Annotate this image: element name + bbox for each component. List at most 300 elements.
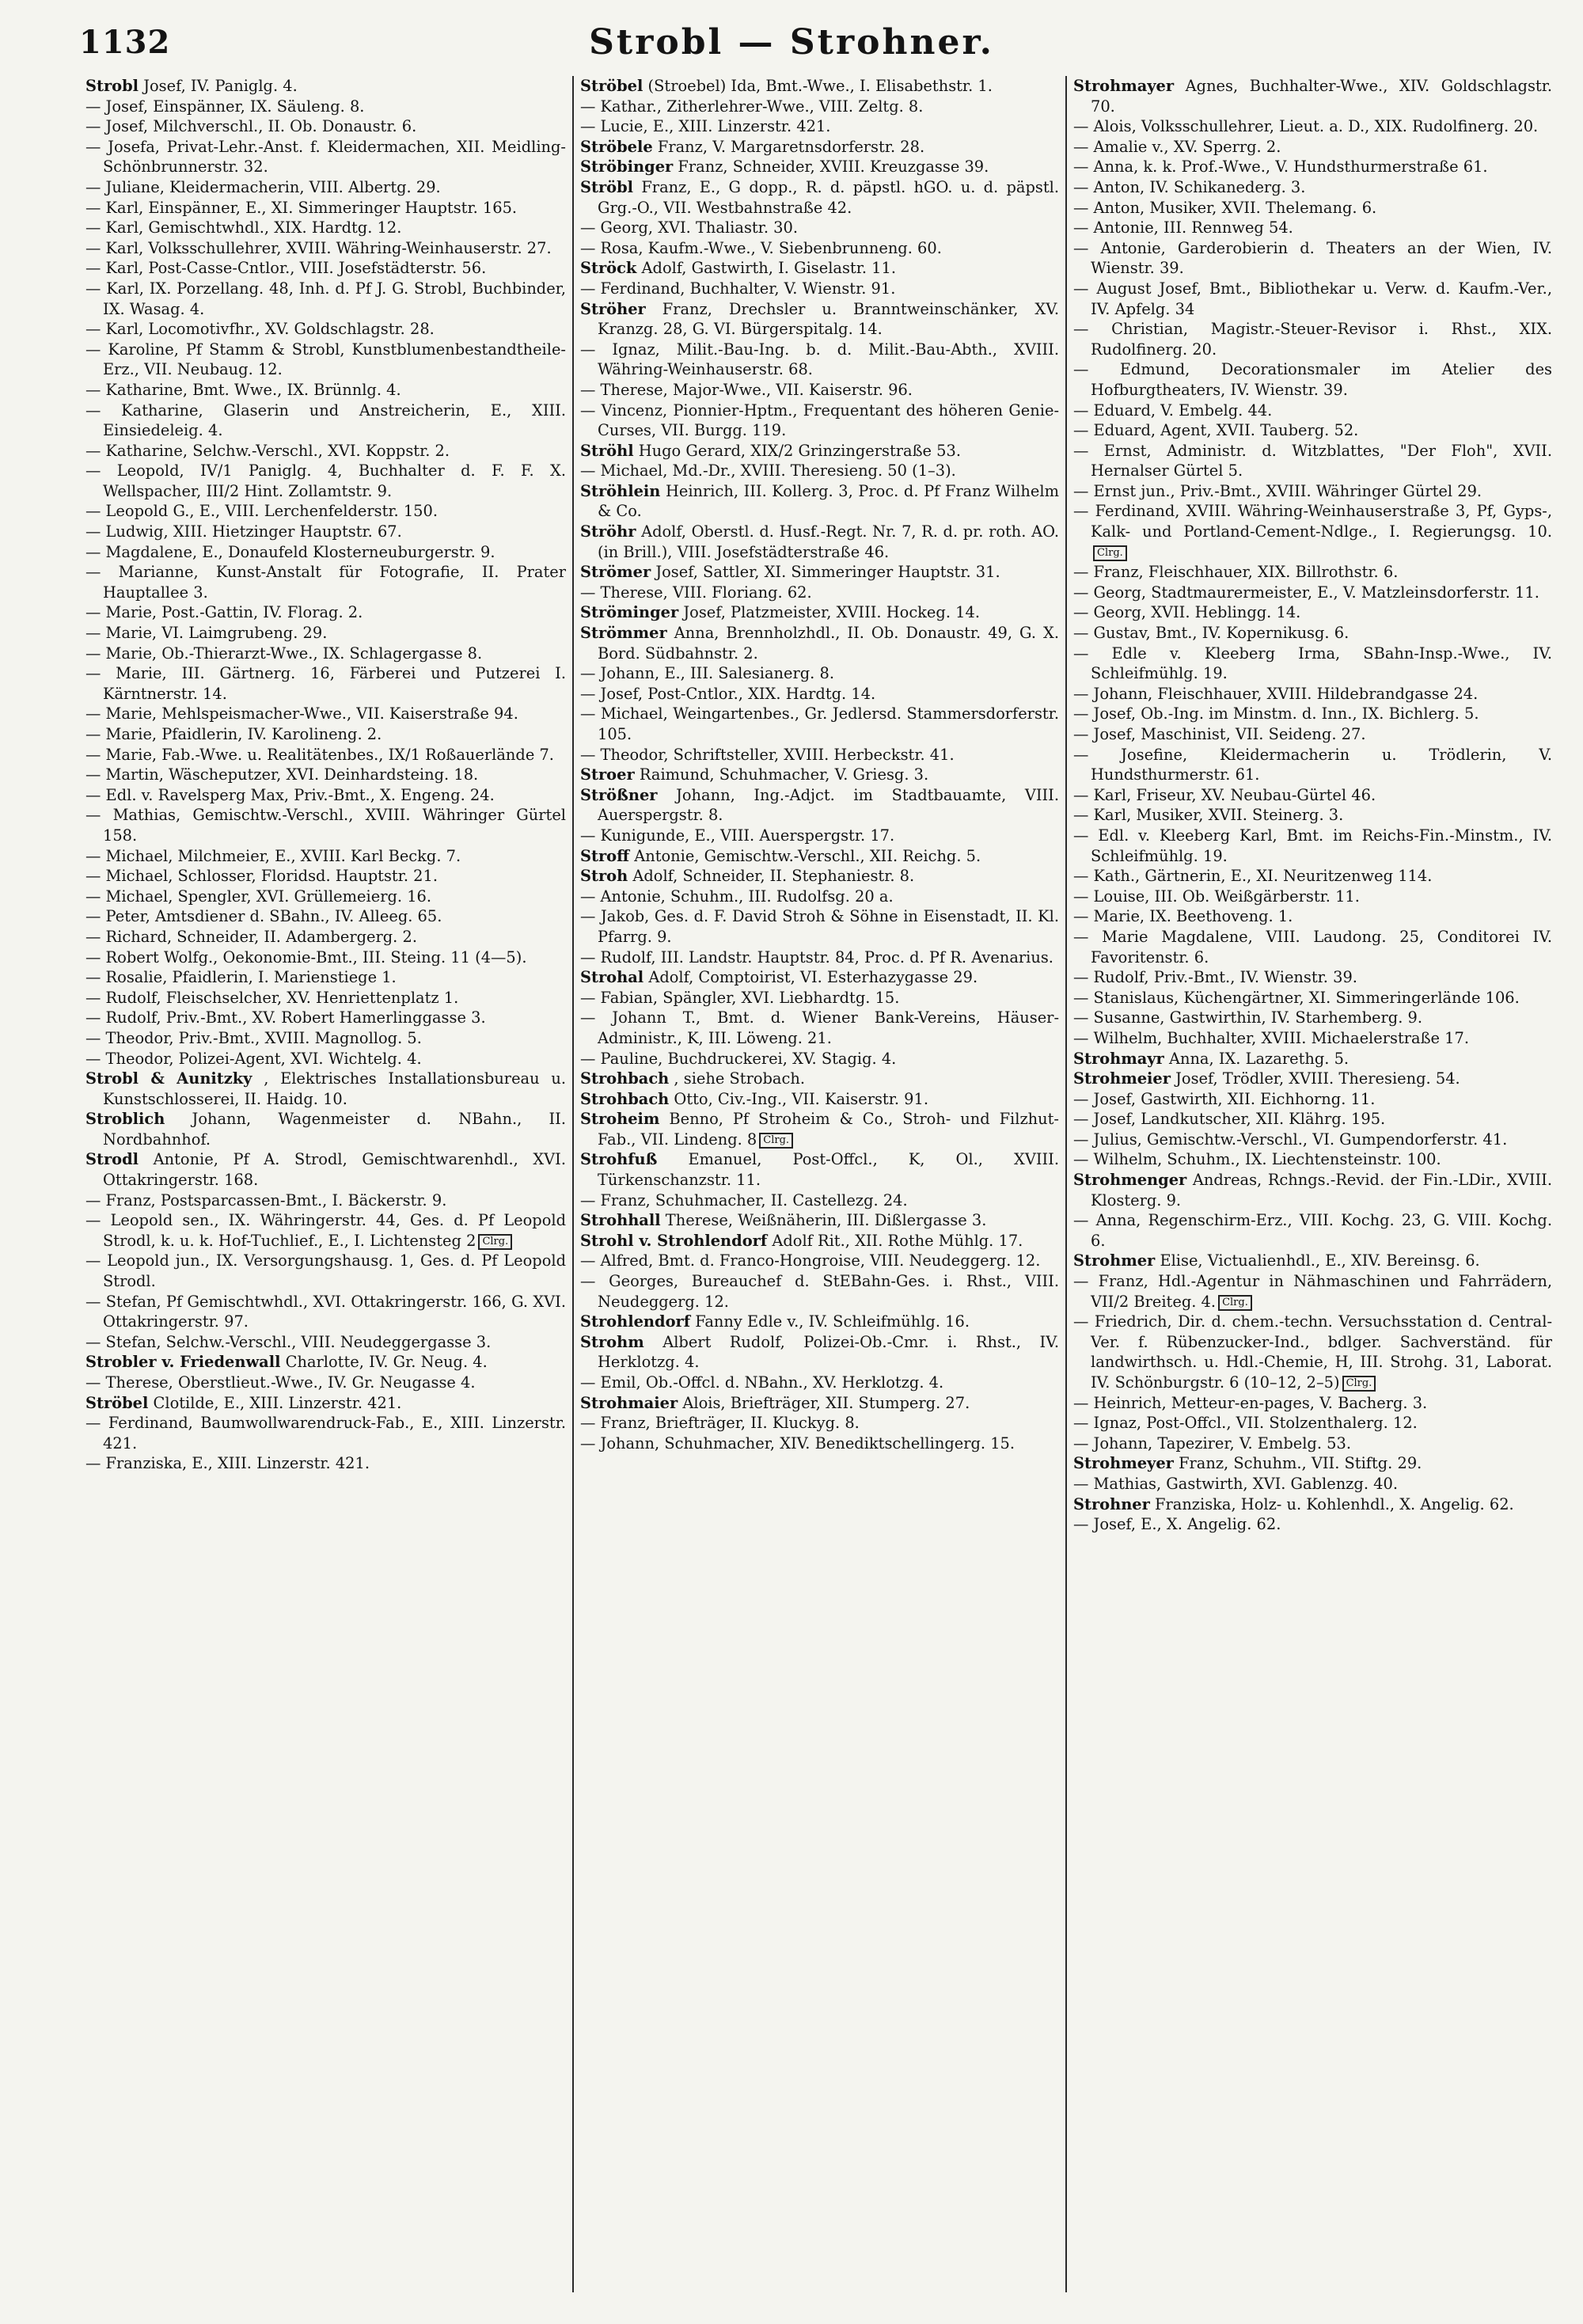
entry-text: Anna, IX. Lazarethg. 5. xyxy=(1168,1049,1350,1068)
entry-text: — Kathar., Zitherlehrer-Wwe., VIII. Zeltg. 8. xyxy=(580,97,924,116)
directory-entry xyxy=(580,785,1059,826)
directory-entry xyxy=(1073,177,1552,198)
entry-text: — Mathias, Gastwirth, XVI. Gablenzg. 40. xyxy=(1073,1474,1398,1493)
directory-entry xyxy=(580,562,1059,583)
entry-text: Adolf, Gastwirth, I. Giselastr. 11. xyxy=(641,259,897,278)
entry-text: — Michael, Spengler, XVI. Grüllemeierg. 16. xyxy=(85,887,432,906)
entry-surname: Ströminger xyxy=(580,603,679,622)
directory-entry xyxy=(580,583,1059,603)
column-left xyxy=(79,76,572,2292)
entry-text: — Julius, Gemischtw.-Verschl., VI. Gumpendorferstr. 41. xyxy=(1073,1130,1508,1149)
entry-text: — Leopold jun., IX. Versorgungshausg. 1, Ges. d. Pf Leopold Strodl. xyxy=(85,1251,566,1291)
entry-surname: Strobl xyxy=(85,77,139,95)
directory-entry xyxy=(580,1373,1059,1393)
directory-entry xyxy=(580,177,1059,218)
entry-text: Therese, Weißnäherin, III. Dißlergasse 3. xyxy=(665,1211,987,1230)
entry-surname: Strohm xyxy=(580,1332,644,1351)
entry-text: Franz, Schuhm., VII. Stiftg. 29. xyxy=(1179,1454,1422,1473)
entry-text: — Karl, Friseur, XV. Neubau-Gürtel 46. xyxy=(1073,785,1376,804)
directory-entry xyxy=(85,1069,566,1109)
directory-entry xyxy=(85,380,566,401)
directory-entry xyxy=(85,1210,566,1251)
entry-text: — Johann T., Bmt. d. Wiener Bank-Vereins, Häuser-Administr., K, III. Löweng. 21. xyxy=(580,1008,1059,1047)
directory-entry xyxy=(580,1332,1059,1373)
entry-text: — Ferdinand, Buchhalter, V. Wienstr. 91. xyxy=(580,279,896,298)
entry-text: — Edmund, Decorationsmaler im Atelier des Hofburgtheaters, IV. Wienstr. 39. xyxy=(1073,360,1552,399)
entry-text: — Fabian, Spängler, XVI. Liebhardtg. 15. xyxy=(580,988,900,1007)
directory-entry xyxy=(85,1453,566,1474)
directory-entry xyxy=(85,663,566,704)
entry-surname: Strohfuß xyxy=(580,1150,658,1169)
entry-text: — Ferdinand, Baumwollwarendruck-Fab., E., XIII. Linzerstr. 421. xyxy=(85,1414,566,1452)
entry-text: — Michael, Md.-Dr., XVIII. Theresieng. 50 (1–3). xyxy=(580,461,956,480)
directory-entry xyxy=(85,1352,566,1373)
entry-text: Heinrich, III. Kollerg. 3, Proc. d. Pf Franz Wilhelm & Co. xyxy=(598,481,1059,521)
column-right xyxy=(1065,76,1558,2292)
entry-text: Antonie, Gemischtw.-Verschl., XII. Reichg. 5. xyxy=(634,846,981,865)
page-header xyxy=(0,0,1583,73)
entry-text: — Michael, Milchmeier, E., XVIII. Karl Beckg. 7. xyxy=(85,846,461,865)
directory-entry xyxy=(580,461,1059,481)
entry-text: Antonie, Pf A. Strodl, Gemischtwarenhdl., XVI. Ottakringerstr. 168. xyxy=(103,1150,566,1190)
entry-surname: Strohmayer xyxy=(1073,77,1175,95)
directory-entry xyxy=(1073,967,1552,988)
directory-entry xyxy=(85,704,566,724)
entry-surname: Stroh xyxy=(580,867,628,886)
entry-text: Otto, Civ.-Ing., VII. Kaiserstr. 91. xyxy=(674,1089,929,1108)
directory-entry xyxy=(85,76,566,97)
directory-entry xyxy=(85,238,566,259)
entry-surname: Strohbach xyxy=(580,1069,670,1088)
entry-text: Johann, Ing.-Adjct. im Stadtbauamte, VIII. Auerspergstr. 8. xyxy=(598,785,1059,825)
entry-text: — Josef, E., X. Angelig. 62. xyxy=(1073,1515,1281,1534)
entry-text: Franz, V. Margaretnsdorferstr. 28. xyxy=(657,137,925,156)
entry-text: — Wilhelm, Schuhm., IX. Liechtensteinstr. 100. xyxy=(1073,1150,1441,1169)
directory-entry xyxy=(85,137,566,177)
entry-text: — Robert Wolfg., Oekonomie-Bmt., III. Steing. 11 (4—5). xyxy=(85,947,527,966)
entry-text: — Josefa, Privat-Lehr.-Anst. f. Kleidermachen, XII. Meidling-Schönbrunnerstr. 32. xyxy=(85,137,566,177)
directory-entry xyxy=(580,1393,1059,1414)
directory-entry xyxy=(85,522,566,542)
directory-entry xyxy=(580,522,1059,562)
entry-surname: Stroff xyxy=(580,846,630,865)
entry-text: — Rudolf, Priv.-Bmt., IV. Wienstr. 39. xyxy=(1073,968,1357,987)
directory-entry xyxy=(580,1312,1059,1332)
entry-text: — Edl. v. Kleeberg Karl, Bmt. im Reichs-Fin.-Minstm., IV. Schleifmühlg. 19. xyxy=(1073,826,1552,865)
entry-text: — Ernst, Administr. d. Witzblattes, "Der Floh", XVII. Hernalser Gürtel 5. xyxy=(1073,441,1552,480)
directory-entry xyxy=(85,724,566,745)
directory-entry xyxy=(85,1190,566,1211)
directory-entry xyxy=(580,846,1059,867)
entry-text: — Louise, III. Ob. Weißgärberstr. 11. xyxy=(1073,887,1360,906)
directory-entry xyxy=(1073,805,1552,826)
entry-surname: Ströbl xyxy=(580,177,634,196)
directory-entry xyxy=(580,1210,1059,1231)
entry-text: — Stefan, Selchw.-Verschl., VIII. Neudeggergasse 3. xyxy=(85,1332,492,1351)
entry-text: Elise, Victualienhdl., E., XIV. Bereinsg. 6. xyxy=(1160,1251,1480,1270)
entry-surname: Strohlendorf xyxy=(580,1312,691,1331)
entry-text: — Johann, Schuhmacher, XIV. Benediktschellingerg. 15. xyxy=(580,1434,1015,1452)
directory-entry xyxy=(85,887,566,907)
entry-text: — Wilhelm, Buchhalter, XVIII. Michaelerstraße 17. xyxy=(1073,1028,1469,1047)
directory-entry xyxy=(580,663,1059,684)
entry-surname: Strohmeier xyxy=(1073,1069,1171,1088)
entry-text: — Marie, Ob.-Thierarzt-Wwe., IX. Schlagergasse 8. xyxy=(85,644,483,663)
directory-entry xyxy=(85,644,566,664)
entry-text: — Ludwig, XIII. Hietzinger Hauptstr. 67. xyxy=(85,522,402,541)
entry-text: — Rudolf, Priv.-Bmt., XV. Robert Hamerlinggasse 3. xyxy=(85,1008,486,1027)
directory-entry xyxy=(1073,583,1552,603)
entry-text: — Leopold sen., IX. Währingerstr. 44, Ges. d. Pf Leopold Strodl, k. u. k. Hof-Tuchlief., E., I. Lichtensteg 2 xyxy=(85,1211,566,1250)
entry-surname: Strohner xyxy=(1073,1494,1150,1513)
entry-text: — Gustav, Bmt., IV. Kopernikusg. 6. xyxy=(1073,624,1350,643)
directory-entry xyxy=(85,805,566,845)
directory-entry xyxy=(85,501,566,522)
entry-text: — Leopold, IV/1 Paniglg. 4, Buchhalter d. F. F. X. Wellspacher, III/2 Hint. Zollamtstr. 9. xyxy=(85,461,566,500)
directory-entry xyxy=(1073,1170,1552,1210)
entry-surname: Strohhall xyxy=(580,1211,661,1230)
directory-entry xyxy=(85,1251,566,1291)
directory-entry xyxy=(1073,745,1552,785)
entry-text: — Therese, Oberstlieut.-Wwe., IV. Gr. Neugasse 4. xyxy=(85,1373,476,1392)
entry-text: — Marie Magdalene, VIII. Laudong. 25, Conditorei IV. Favoritenstr. 6. xyxy=(1073,927,1552,966)
directory-entry xyxy=(85,401,566,441)
entry-text: — Karoline, Pf Stamm & Strobl, Kunstblumenbestandtheile-Erz., VII. Neubaug. 12. xyxy=(85,340,566,379)
directory-entry xyxy=(1073,1008,1552,1028)
entry-text: Albert Rudolf, Polizei-Ob.-Cmr. i. Rhst., IV. Herklotzg. 4. xyxy=(598,1332,1059,1372)
entry-text: — Friedrich, Dir. d. chem.-techn. Versuchsstation d. Central-Ver. f. Rübenzucker-Ind., bdlger. Sachverständ. für landwirthsch. u. Hdl.-Chemie, H, III. Strohg. 31, Laborat. IV. Schönburgstr. 6 (10–12, 2–5) xyxy=(1073,1312,1552,1392)
entry-text: — Therese, Major-Wwe., VII. Kaiserstr. 96. xyxy=(580,380,913,399)
directory-entry xyxy=(580,1413,1059,1434)
entry-text: Adolf Rit., XII. Rothe Mühlg. 17. xyxy=(772,1231,1023,1250)
entry-text: — Karl, Einspänner, E., XI. Simmeringer Hauptstr. 165. xyxy=(85,198,518,217)
entry-text: — Marie, IX. Beethoveng. 1. xyxy=(1073,907,1293,926)
directory-entry xyxy=(1073,1494,1552,1515)
directory-entry xyxy=(85,218,566,238)
directory-entry xyxy=(85,745,566,765)
entry-text: — Katharine, Glaserin und Anstreicherin, E., XIII. Einsiedeleig. 4. xyxy=(85,401,566,440)
entry-surname: Ströbel xyxy=(580,77,643,95)
entry-text: — Theodor, Schriftsteller, XVIII. Herbeckstr. 41. xyxy=(580,745,955,764)
entry-text: — Susanne, Gastwirthin, IV. Starhemberg. 9. xyxy=(1073,1008,1423,1027)
directory-entry xyxy=(85,116,566,137)
entry-surname: Strohmaier xyxy=(580,1393,678,1412)
directory-entry xyxy=(85,441,566,461)
directory-entry xyxy=(1073,401,1552,421)
entry-text: — Franz, Schuhmacher, II. Castellezg. 24. xyxy=(580,1190,908,1209)
directory-entry xyxy=(580,866,1059,887)
directory-entry xyxy=(85,988,566,1008)
directory-entry xyxy=(580,157,1059,177)
directory-entry xyxy=(85,927,566,947)
entry-text: — Stefan, Pf Gemischtwhdl., XVI. Ottakringerstr. 166, G. XVI. Ottakringerstr. 97. xyxy=(85,1292,566,1331)
entry-surname: Ströbele xyxy=(580,137,653,156)
telephone-badge: Clrg. xyxy=(1093,545,1127,561)
entry-text: — Rosa, Kaufm.-Wwe., V. Siebenbrunneng. 60. xyxy=(580,238,942,257)
entry-text: Franz, Schneider, XVIII. Kreuzgasse 39. xyxy=(678,158,989,177)
directory-entry xyxy=(1073,116,1552,137)
directory-entry xyxy=(580,602,1059,623)
directory-entry xyxy=(85,1149,566,1190)
directory-entry xyxy=(1073,1089,1552,1110)
directory-entry xyxy=(85,340,566,380)
entry-text: — Magdalene, E., Donaufeld Klosterneuburgerstr. 9. xyxy=(85,542,495,561)
entry-text: — Georg, XVII. Heblingg. 14. xyxy=(1073,603,1301,622)
entry-text: — Christian, Magistr.-Steuer-Revisor i. Rhst., XIX. Rudolfinerg. 20. xyxy=(1073,320,1552,359)
directory-entry xyxy=(1073,137,1552,158)
entry-text: — Ferdinand, XVIII. Währing-Weinhauserstraße 3, Pf, Gyps-, Kalk- und Portland-Cement-Ndlge., I. Regierungsg. 10. xyxy=(1073,502,1552,541)
entry-text: — Amalie v., XV. Sperrg. 2. xyxy=(1073,137,1281,156)
telephone-badge: Clrg. xyxy=(478,1234,512,1250)
directory-entry xyxy=(580,401,1059,441)
directory-entry xyxy=(1073,866,1552,887)
directory-entry xyxy=(580,1008,1059,1048)
directory-entry xyxy=(1073,1434,1552,1454)
directory-entry xyxy=(85,562,566,602)
directory-entry xyxy=(85,866,566,887)
directory-entry xyxy=(85,97,566,117)
directory-entry xyxy=(85,1008,566,1028)
entry-surname: Strobl & Aunitzky xyxy=(85,1069,252,1088)
directory-entry xyxy=(580,137,1059,158)
directory-entry xyxy=(580,97,1059,117)
entry-text: — Franz, Hdl.-Agentur in Nähmaschinen und Fahrrädern, VII/2 Breiteg. 4. xyxy=(1073,1272,1552,1311)
directory-entry xyxy=(1073,420,1552,441)
entry-text: — Marie, III. Gärtnerg. 16, Färberei und Putzerei I. Kärntnerstr. 14. xyxy=(85,664,566,703)
entry-surname: Strohmeyer xyxy=(1073,1454,1174,1473)
entry-text: — Georges, Bureauchef d. StEBahn-Ges. i. Rhst., VIII. Neudeggerg. 12. xyxy=(580,1272,1059,1311)
entry-text: — Anton, IV. Schikanederg. 3. xyxy=(1073,177,1306,196)
directory-entry xyxy=(1073,1312,1552,1392)
entry-text: Franz, E., G dopp., R. d. päpstl. hGO. u. d. päpstl. Grg.-O., VII. Westbahnstraße 42. xyxy=(598,177,1059,217)
entry-text: — Alois, Volksschullehrer, Lieut. a. D., XIX. Rudolfinerg. 20. xyxy=(1073,117,1539,136)
directory-entry xyxy=(1073,441,1552,481)
entry-text: — Georg, XVI. Thaliastr. 30. xyxy=(580,218,798,237)
entry-text: — Josef, Post-Cntlor., XIX. Hardtg. 14. xyxy=(580,684,876,703)
entry-text: — Stanislaus, Küchengärtner, XI. Simmeringerlände 106. xyxy=(1073,988,1520,1007)
directory-entry xyxy=(1073,1271,1552,1312)
entry-text: (Stroebel) Ida, Bmt.-Wwe., I. Elisabethstr. 1. xyxy=(647,77,993,95)
directory-entry xyxy=(1073,724,1552,745)
directory-entry xyxy=(1073,198,1552,218)
entry-text: — Johann, Tapezirer, V. Embelg. 53. xyxy=(1073,1434,1352,1452)
entry-surname: Strömer xyxy=(580,563,651,582)
entry-text: Clotilde, E., XIII. Linzerstr. 421. xyxy=(153,1393,402,1412)
entry-surname: Strohmenger xyxy=(1073,1171,1187,1190)
directory-entry xyxy=(580,1049,1059,1069)
directory-entry xyxy=(580,1434,1059,1454)
directory-entry xyxy=(580,1149,1059,1190)
directory-entry xyxy=(580,441,1059,461)
directory-entry xyxy=(85,846,566,867)
directory-entry xyxy=(1073,785,1552,806)
telephone-badge: Clrg. xyxy=(1342,1376,1376,1392)
directory-entry xyxy=(85,1332,566,1353)
running-head: Strobl — Strohner. xyxy=(589,22,994,63)
entry-surname: Ströbinger xyxy=(580,158,674,177)
entry-surname: Strohal xyxy=(580,968,644,987)
directory-entry xyxy=(580,1109,1059,1149)
entry-text: — Rosalie, Pfaidlerin, I. Marienstiege 1. xyxy=(85,968,397,987)
directory-entry xyxy=(580,906,1059,947)
entry-text: Alois, Briefträger, XII. Stumperg. 27. xyxy=(682,1393,970,1412)
entry-text: — Rudolf, III. Landstr. Hauptstr. 84, Proc. d. Pf R. Avenarius. xyxy=(580,947,1053,966)
entry-text: — Heinrich, Metteur-en-pages, V. Bacherg. 3. xyxy=(1073,1393,1428,1412)
entry-text: — Marie, Fab.-Wwe. u. Realitätenbes., IX/1 Roßauerlände 7. xyxy=(85,745,554,764)
entry-text: — Marie, Post.-Gattin, IV. Florag. 2. xyxy=(85,603,363,622)
directory-entry xyxy=(85,602,566,623)
entry-text: Franz, Drechsler u. Branntweinschänker, XV. Kranzg. 28, G. VI. Bürgerspitalg. 14. xyxy=(598,299,1059,339)
entry-text: — Anna, Regenschirm-Erz., VIII. Kochg. 23, G. VIII. Kochg. 6. xyxy=(1073,1211,1552,1250)
entry-text: — Therese, VIII. Floriang. 62. xyxy=(580,583,812,602)
entry-text: — Josef, Ob.-Ing. im Minstm. d. Inn., IX. Bichlerg. 5. xyxy=(1073,704,1479,723)
entry-text: Agnes, Buchhalter-Wwe., XIV. Goldschlagstr. 70. xyxy=(1091,77,1552,116)
entry-text: — Richard, Schneider, II. Adambergerg. 2. xyxy=(85,927,417,946)
entry-surname: Stroheim xyxy=(580,1110,660,1129)
directory-entry xyxy=(1073,623,1552,644)
directory-entry xyxy=(580,1271,1059,1312)
entry-text: — Alfred, Bmt. d. Franco-Hongroise, VIII. Neudeggerg. 12. xyxy=(580,1251,1041,1270)
directory-entry xyxy=(85,1292,566,1332)
entry-text: — August Josef, Bmt., Bibliothekar u. Verw. d. Kaufm.-Ver., IV. Apfelg. 34 xyxy=(1073,279,1552,318)
entry-text: Fanny Edle v., IV. Schleifmühlg. 16. xyxy=(695,1312,970,1331)
entry-surname: Ströhr xyxy=(580,522,636,541)
directory-entry xyxy=(85,319,566,340)
directory-entry xyxy=(1073,602,1552,623)
directory-entry xyxy=(1073,359,1552,400)
directory-entry xyxy=(85,1393,566,1414)
directory-entry xyxy=(1073,887,1552,907)
entry-text: — Katharine, Bmt. Wwe., IX. Brünnlg. 4. xyxy=(85,380,401,399)
directory-entry xyxy=(85,279,566,319)
entry-text: Anna, Brennholzhdl., II. Ob. Donaustr. 49, G. X. Bord. Südbahnstr. 2. xyxy=(598,624,1059,663)
entry-text: — Franziska, E., XIII. Linzerstr. 421. xyxy=(85,1454,370,1473)
directory-entry xyxy=(85,906,566,927)
entry-surname: Strodl xyxy=(85,1150,139,1169)
directory-entry xyxy=(1073,826,1552,866)
entry-text: — Marianne, Kunst-Anstalt für Fotografie, II. Prater Hauptallee 3. xyxy=(85,563,566,602)
directory-entry xyxy=(1073,684,1552,704)
directory-entry xyxy=(1073,1514,1552,1535)
entry-text: — Marie, Mehlspeismacher-Wwe., VII. Kaiserstraße 94. xyxy=(85,704,518,723)
entry-text: — Franz, Briefträger, II. Kluckyg. 8. xyxy=(580,1414,860,1433)
directory-entry xyxy=(580,299,1059,340)
directory-entry xyxy=(1073,1109,1552,1130)
entry-text: , siehe Strobach. xyxy=(674,1069,806,1088)
directory-entry xyxy=(580,258,1059,279)
directory-entry xyxy=(1073,988,1552,1008)
directory-entry xyxy=(580,887,1059,907)
entry-surname: Ströck xyxy=(580,259,637,278)
entry-text: — Antonie, Schuhm., III. Rudolfsg. 20 a. xyxy=(580,887,894,906)
directory-entry xyxy=(580,116,1059,137)
directory-entry xyxy=(580,967,1059,988)
entry-surname: Strömmer xyxy=(580,624,667,643)
directory-entry xyxy=(85,947,566,968)
entry-text: Johann, Wagenmeister d. NBahn., II. Nordbahnhof. xyxy=(103,1110,566,1149)
entry-text: — Rudolf, Fleischselcher, XV. Henriettenplatz 1. xyxy=(85,988,459,1007)
directory-entry xyxy=(85,967,566,988)
directory-entry xyxy=(1073,1474,1552,1494)
entry-text: — Marie, Pfaidlerin, IV. Karolineng. 2. xyxy=(85,725,382,743)
entry-text: — Karl, IX. Porzellang. 48, Inh. d. Pf J. G. Strobl, Buchbinder, IX. Wasag. 4. xyxy=(85,279,566,318)
entry-text: — Kunigunde, E., VIII. Auerspergstr. 17. xyxy=(580,826,895,845)
directory-entry xyxy=(85,258,566,279)
directory-entry xyxy=(1073,238,1552,279)
entry-text: — Johann, Fleischhauer, XVIII. Hildebrandgasse 24. xyxy=(1073,684,1479,703)
entry-text: — Ernst jun., Priv.-Bmt., XVIII. Währinger Gürtel 29. xyxy=(1073,481,1482,500)
directory-entry xyxy=(1073,1149,1552,1170)
entry-surname: Ströbel xyxy=(85,1393,149,1412)
directory-entry xyxy=(1073,1453,1552,1474)
directory-entry xyxy=(580,1231,1059,1251)
directory-entry xyxy=(580,947,1059,968)
directory-entry xyxy=(85,765,566,785)
entry-text: — Theodor, Polizei-Agent, XVI. Wichtelg. 4. xyxy=(85,1049,422,1068)
directory-entry xyxy=(85,177,566,198)
entry-text: — Ignaz, Post-Offcl., VII. Stolzenthalerg. 12. xyxy=(1073,1414,1418,1433)
entry-surname: Strößner xyxy=(580,785,658,804)
directory-entry xyxy=(1073,644,1552,684)
entry-text: — Katharine, Selchw.-Verschl., XVI. Koppstr. 2. xyxy=(85,441,450,460)
entry-text: Josef, Trödler, XVIII. Theresieng. 54. xyxy=(1175,1069,1460,1088)
directory-entry xyxy=(85,785,566,806)
directory-entry xyxy=(580,340,1059,380)
directory-entry xyxy=(1073,562,1552,583)
entry-surname: Ströhl xyxy=(580,441,634,460)
directory-entry xyxy=(1073,1393,1552,1414)
entry-text: Adolf, Oberstl. d. Husf.-Regt. Nr. 7, R. d. pr. roth. AO. (in Brill.), VIII. Josefstädterstraße 46. xyxy=(598,522,1060,561)
directory-entry xyxy=(1073,704,1552,724)
entry-text: — Kath., Gärtnerin, E., XI. Neuritzenweg 114. xyxy=(1073,867,1433,886)
entry-text: — Vincenz, Pionnier-Hptm., Frequentant des höheren Genie-Curses, VII. Burgg. 119. xyxy=(580,401,1059,440)
entry-text: — Emil, Ob.-Offcl. d. NBahn., XV. Herklotzg. 4. xyxy=(580,1373,944,1392)
entry-text: — Franz, Postsparcassen-Bmt., I. Bäckerstr. 9. xyxy=(85,1190,447,1209)
entry-text: — Michael, Schlosser, Floridsd. Hauptstr. 21. xyxy=(85,867,438,886)
directory-entry xyxy=(1073,319,1552,359)
entry-text: — Josef, Landkutscher, XII. Klährg. 195. xyxy=(1073,1110,1386,1129)
entry-text: Josef, Sattler, XI. Simmeringer Hauptstr. 31. xyxy=(655,563,1000,582)
entry-surname: Ströher xyxy=(580,299,646,318)
directory-entry xyxy=(580,238,1059,259)
entry-text: — Josef, Maschinist, VII. Seideng. 27. xyxy=(1073,725,1366,743)
entry-surname: Strohmayr xyxy=(1073,1049,1164,1068)
entry-text: Josef, IV. Paniglg. 4. xyxy=(143,77,298,95)
column-middle xyxy=(572,76,1065,2292)
directory-entry xyxy=(1073,1028,1552,1049)
entry-text: — Eduard, Agent, XVII. Tauberg. 52. xyxy=(1073,421,1359,440)
entry-surname: Strohmer xyxy=(1073,1251,1156,1270)
directory-entry xyxy=(1073,1069,1552,1089)
entry-text: Charlotte, IV. Gr. Neug. 4. xyxy=(285,1353,488,1372)
directory-entry xyxy=(85,1109,566,1149)
entry-text: — Georg, Stadtmaurermeister, E., V. Matzleinsdorferstr. 11. xyxy=(1073,583,1539,602)
directory-entry xyxy=(85,542,566,563)
entry-text: — Edl. v. Ravelsperg Max, Priv.-Bmt., X. Engeng. 24. xyxy=(85,785,495,804)
directory-entry xyxy=(85,1049,566,1069)
entry-text: — Karl, Musiker, XVII. Steinerg. 3. xyxy=(1073,806,1344,825)
entry-text: — Johann, E., III. Salesianerg. 8. xyxy=(580,664,835,683)
directory-columns xyxy=(79,76,1559,2292)
directory-entry xyxy=(1073,1210,1552,1251)
directory-entry xyxy=(85,1373,566,1393)
directory-entry xyxy=(1073,1413,1552,1434)
entry-text: — Karl, Locomotivfhr., XV. Goldschlagstr. 28. xyxy=(85,320,435,339)
entry-text: — Antonie, Garderobierin d. Theaters an der Wien, IV. Wienstr. 39. xyxy=(1073,238,1552,278)
directory-entry xyxy=(580,1190,1059,1211)
directory-entry xyxy=(1073,218,1552,238)
telephone-badge: Clrg. xyxy=(1218,1295,1252,1311)
